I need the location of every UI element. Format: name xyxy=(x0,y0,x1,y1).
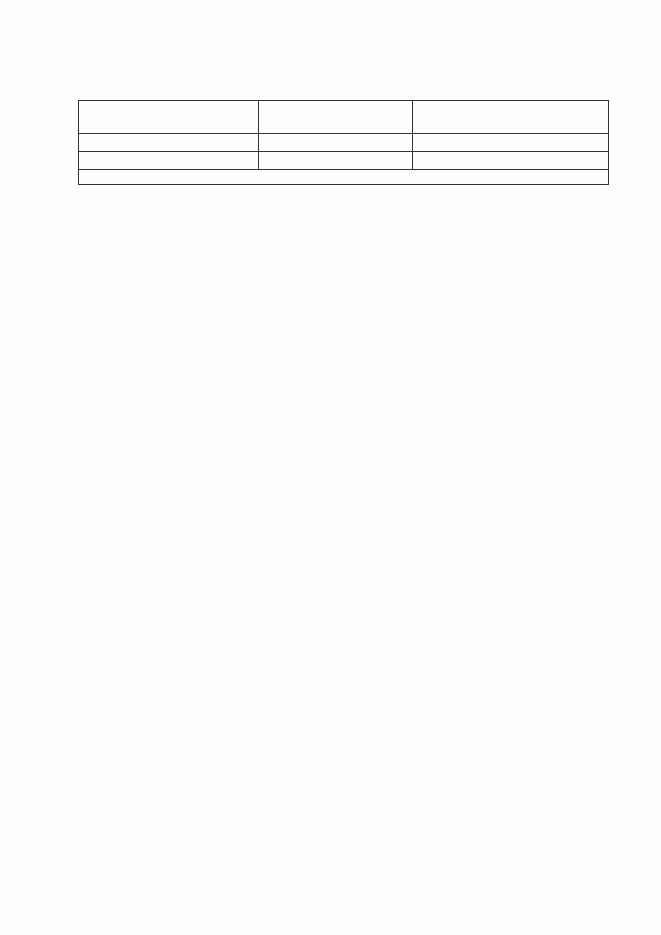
table-footnote xyxy=(79,170,609,185)
col-header-current xyxy=(258,101,413,134)
test-current-table xyxy=(78,100,609,185)
col-header-type xyxy=(79,101,259,134)
document-body xyxy=(78,89,614,195)
table-row xyxy=(79,152,609,170)
cell-section xyxy=(413,134,609,152)
cell-section xyxy=(413,152,609,170)
cell-current xyxy=(258,134,413,152)
cell-type xyxy=(79,152,259,170)
col-header-section xyxy=(413,101,609,134)
table-note-row xyxy=(79,170,609,185)
table-row xyxy=(79,134,609,152)
cell-type xyxy=(79,134,259,152)
cell-current xyxy=(258,152,413,170)
table-header-row xyxy=(79,101,609,134)
